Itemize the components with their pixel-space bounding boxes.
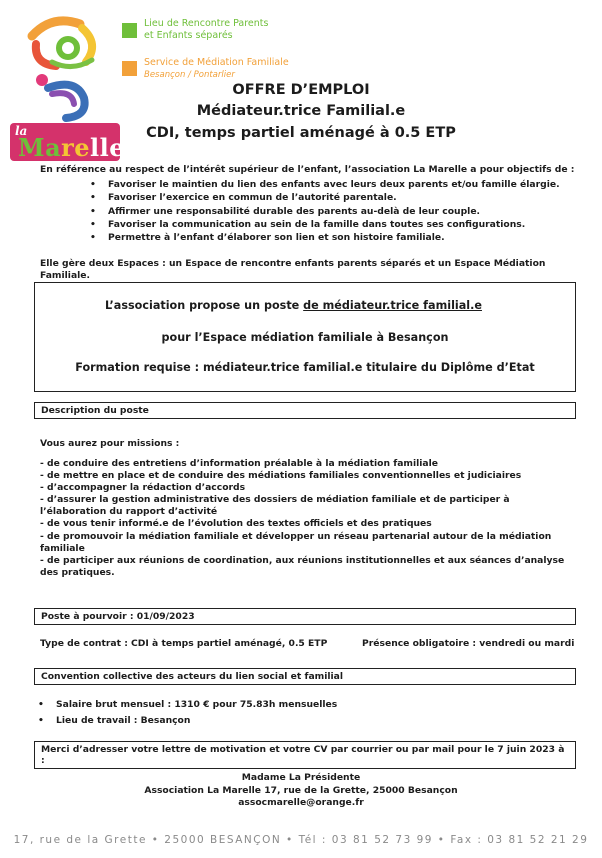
service-line-1: Service de Médiation Familiale xyxy=(144,57,289,68)
list-item: - de mettre en place et de conduire des médiations familiales conventionnelles et judiciaires xyxy=(40,470,522,482)
service-name xyxy=(144,57,289,81)
contract-type: Type de contrat : CDI à temps partiel aménagé, 0.5 ETP xyxy=(40,638,328,649)
offer-position-link: de médiateur.trice familial.e xyxy=(303,299,482,312)
offer-line-2: pour l’Espace médiation familiale à Besançon xyxy=(161,331,449,344)
list-item: - de conduire des entretiens d’information préalable à la médiation familiale xyxy=(40,458,438,469)
list-item: • Salaire brut mensuel : 1310 € pour 75.83h mensuelles xyxy=(30,697,550,713)
service-line-2: Besançon / Pontarlier xyxy=(144,70,235,80)
apply-heading: Merci d’adresser votre lettre de motivation et votre CV par courrier ou par mail pour le 7 juin 2023 à : xyxy=(34,741,576,769)
offer-line-1: L’association propose un poste de médiateur.trice familial.e xyxy=(105,299,482,312)
spaces-text: Elle gère deux Espaces : un Espace de rencontre enfants parents séparés et un Espace Médiation Familiale. xyxy=(40,258,546,281)
job-title: Médiateur.trice Familial.e xyxy=(196,103,406,119)
missions-list xyxy=(40,458,574,579)
org-line-2: et Enfants séparés xyxy=(144,30,233,41)
description-heading: Description du poste xyxy=(34,402,576,419)
list-item: - d’assurer la gestion administrative des dossiers de médiation familiale et de participer à l’élaboration du rapport d’activité xyxy=(40,494,510,518)
org-name xyxy=(144,18,268,42)
presence-days: Présence obligatoire : vendredi ou mardi xyxy=(362,638,575,649)
list-item: • Favoriser l’exercice en commun de l’autorité parentale. xyxy=(82,191,582,204)
list-item: - de participer aux réunions de coordination, aux réunions institutionnelles et aux séances d’analyse des pratiques. xyxy=(40,554,565,578)
page-title: OFFRE D’EMPLOI xyxy=(232,82,370,98)
list-item: • Affirmer une responsabilité durable des parents au-delà de leur couple. xyxy=(82,205,582,218)
conditions-list xyxy=(30,697,550,729)
position-heading: Poste à pourvoir : 01/09/2023 xyxy=(34,608,576,625)
logo-marelle-text: Marelle xyxy=(18,133,126,162)
email-link[interactable]: assocmarelle@orange.fr xyxy=(238,797,364,808)
logo-la-text: la xyxy=(15,124,28,138)
list-item: • Favoriser le maintien du lien des enfants avec leurs deux parents et/ou famille élargie. xyxy=(82,178,582,191)
contract-title: CDI, temps partiel aménagé à 0.5 ETP xyxy=(146,125,456,141)
contact-block xyxy=(0,772,602,810)
intro-text: En référence au respect de l’intérêt supérieur de l’enfant, l’association La Marelle a pour objectifs de : xyxy=(40,164,575,175)
org-line-1: Lieu de Rencontre Parents xyxy=(144,18,269,29)
list-item: - de promouvoir la médiation familiale et développer un réseau partenarial autour de la médiation familiale xyxy=(40,530,552,554)
orange-square-icon xyxy=(122,61,137,76)
objectives-list xyxy=(82,178,582,244)
list-item: • Favoriser la communication au sein de la famille dans toutes ses configurations. xyxy=(82,218,582,231)
footer-address: 17, rue de la Grette • 25000 BESANÇON • Tél : 03 81 52 73 99 • Fax : 03 81 52 21 29 xyxy=(13,834,589,846)
list-item: - de vous tenir informé.e de l’évolution des textes officiels et des pratiques xyxy=(40,518,432,530)
recipient: Madame La Présidente xyxy=(241,772,361,783)
convention-heading: Convention collective des acteurs du lien social et familial xyxy=(34,668,576,685)
postal-address: Association La Marelle 17, rue de la Grette, 25000 Besançon xyxy=(144,784,458,796)
list-item: - d’accompagner la rédaction d’accords xyxy=(40,482,246,494)
missions-intro: Vous aurez pour missions : xyxy=(40,438,180,449)
offer-box xyxy=(34,282,576,392)
offer-line-3: Formation requise : médiateur.trice familial.e titulaire du Diplôme d’Etat xyxy=(75,361,535,374)
green-square-icon xyxy=(122,23,137,38)
list-item: • Permettre à l’enfant d’élaborer son lien et son histoire familiale. xyxy=(82,231,582,244)
list-item: • Lieu de travail : Besançon xyxy=(30,713,550,729)
